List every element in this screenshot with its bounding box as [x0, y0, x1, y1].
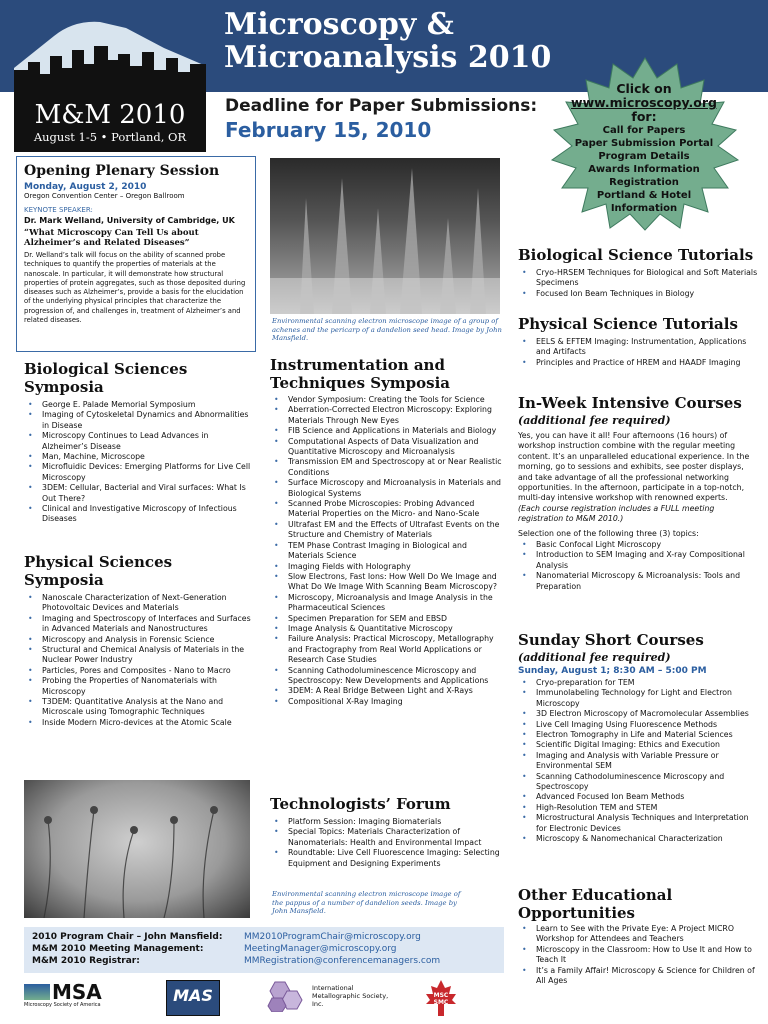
mas-logo-text: MAS: [173, 986, 213, 1005]
list-item: • Introduction to SEM Imaging and X-ray Compositional Analysis: [518, 550, 758, 571]
plenary-session-box: [16, 156, 256, 352]
page-title: [224, 8, 551, 74]
plenary-venue: Oregon Convention Center – Oregon Ballroom: [24, 192, 185, 200]
list-item: • 3D Electron Microscopy of Macromolecular Assemblies: [518, 709, 758, 719]
title-line-1: Microscopy &: [224, 7, 454, 42]
list-item: • Scanning Cathodoluminescence Microscopy and Spectroscopy: [518, 772, 758, 793]
mountain-skyline-icon: [14, 8, 206, 100]
sponsor-logos: [24, 978, 504, 1018]
list-item: • T3DEM: Quantitative Analysis at the Nano and Microscale using Tomographic Techniques: [24, 697, 256, 718]
list-item: • Nanoscale Characterization of Next-Generation Photovoltaic Devices and Materials: [24, 593, 256, 614]
bio-symposia-section: [24, 360, 256, 525]
list-item: • Ultrafast EM and the Effects of Ultrafast Events on the Structure and Chemistry of Materials: [270, 520, 502, 541]
list-item: • Failure Analysis: Practical Microscopy, Metallography and Fractography from Real World Applications or Research Case Studies: [270, 634, 502, 665]
logo-title: M&M 2010: [34, 100, 186, 130]
list-item: • Imaging and Analysis with Variable Pressure or Environmental SEM: [518, 751, 758, 772]
list-item: • 3DEM: Cellular, Bacterial and Viral surfaces: What Is Out There?: [24, 483, 256, 504]
bio-symposia-heading: Biological Sciences Symposia: [24, 360, 188, 396]
list-item: • Compositional X-Ray Imaging: [270, 697, 502, 707]
photo1-caption: Environmental scanning electron microscope image of a group of achenes and the pericarp of a dandelion seed head. Image by John Mansfield.: [272, 317, 502, 342]
phys-symposia-section: [24, 553, 256, 728]
phys-tutorials-section: [518, 315, 758, 368]
list-item: • Specimen Preparation for SEM and EBSD: [270, 614, 502, 624]
ims-hexagon-icon: [264, 980, 308, 1012]
bio-tutorials-heading: Biological Science Tutorials: [518, 246, 754, 264]
list-item: • Structural and Chemical Analysis of Materials in the Nuclear Power Industry: [24, 645, 256, 666]
list-item: • Learn to See with the Private Eye: A Project MICRO Workshop for Attendees and Teachers: [518, 924, 758, 945]
inweek-select: Selection one of the following three (3) topics:: [518, 528, 699, 538]
instrumentation-heading: Instrumentation and Techniques Symposia: [270, 356, 451, 392]
contact-box: [24, 927, 504, 973]
star-item: Paper Submission Portal: [574, 138, 714, 149]
contact-row: [32, 943, 496, 955]
contact-row: [32, 931, 496, 943]
list-item: • Cryo-HRSEM Techniques for Biological and Soft Materials Specimens: [518, 268, 758, 289]
bio-tutorials-section: [518, 246, 758, 299]
contact-label: M&M 2010 Meeting Management:: [32, 944, 204, 954]
list-item: • Imaging of Cytoskeletal Dynamics and Abnormalities in Disease: [24, 410, 256, 431]
contact-label: 2010 Program Chair – John Mansfield:: [32, 932, 223, 942]
other-section: [518, 886, 758, 986]
title-line-2: Microanalysis 2010: [224, 40, 552, 75]
plenary-date: Monday, August 2, 2010: [24, 182, 147, 192]
star-click-on: Click on: [616, 81, 672, 96]
list-item: • George E. Palade Memorial Symposium: [24, 400, 256, 410]
list-item: • Live Cell Imaging Using Fluorescence Methods: [518, 720, 758, 730]
msa-logo-text: MSA: [52, 980, 102, 1004]
inweek-description: Yes, you can have it all! Four afternoons (16 hours) of workshop instruction combine with the regular meeting content. It’s an unparalleled educational experience. In the morning, go to sessions and exhibits, see poster displays, and take advantage of all the professional networking opportunities. In the afternoon, participate in a top-notch, multi-day intensive workshop with renowned experts.: [518, 431, 750, 503]
list-item: • 3DEM: A Real Bridge Between Light and X-Rays: [270, 686, 502, 696]
star-for: for:: [631, 109, 657, 124]
list-item: • FIB Science and Applications in Materials and Biology: [270, 426, 502, 436]
msa-logo: [24, 982, 114, 1009]
list-item: • Computational Aspects of Data Visualization and Quantitative Microscopy and Microanalysis: [270, 437, 502, 458]
list-item: • TEM Phase Contrast Imaging in Biological and Materials Science: [270, 541, 502, 562]
phys-symposia-heading: Physical Sciences Symposia: [24, 553, 173, 589]
list-item: • Microscopy, Microanalysis and Image Analysis in the Pharmaceutical Sciences: [270, 593, 502, 614]
list-item: • Platform Session: Imaging Biomaterials: [270, 817, 502, 827]
sunday-fee: (additional fee required): [518, 651, 671, 664]
list-item: • Surface Microscopy and Microanalysis in Materials and Biological Systems: [270, 478, 502, 499]
list-item: • Roundtable: Live Cell Fluorescence Imaging: Selecting Equipment and Designing Experiments: [270, 848, 502, 869]
list-item: • Focused Ion Beam Techniques in Biology: [518, 289, 758, 299]
msa-full-name: Microscopy Society of America: [24, 1002, 101, 1008]
logo-subtitle: August 1-5 • Portland, OR: [33, 130, 187, 144]
list-item: • Scanned Probe Microscopies: Probing Advanced Material Properties on the Micro- and Nano-Scale: [270, 499, 502, 520]
keynote-speaker: Dr. Mark Welland, University of Cambridge, UK: [24, 216, 235, 225]
photo2-caption: Environmental scanning electron microscope image of the pappus of a number of dandelion seeds. Image by John Mansfield.: [272, 890, 461, 915]
sunday-section: [518, 631, 758, 845]
contact-email-link[interactable]: MMRegistration@conferencemanagers.com: [244, 956, 441, 966]
plenary-heading: Opening Plenary Session: [24, 163, 220, 179]
list-item: • High-Resolution TEM and STEM: [518, 803, 758, 813]
list-item: • Slow Electrons, Fast Ions: How Well Do We Image and What Do We Image With Scanning Beam Microscopy?: [270, 572, 502, 593]
star-url-link[interactable]: www.microscopy.org: [571, 95, 717, 110]
contact-label: M&M 2010 Registrar:: [32, 956, 140, 966]
list-item: • Scientific Digital Imaging: Ethics and Execution: [518, 740, 758, 750]
list-item: • Microscopy Continues to Lead Advances in Alzheimer’s Disease: [24, 431, 256, 452]
star-item: Registration: [609, 177, 679, 188]
star-item: Awards Information: [588, 164, 700, 175]
contact-email-link[interactable]: MeetingManager@microscopy.org: [244, 944, 397, 954]
list-item: • Imaging and Spectroscopy of Interfaces and Surfaces in Advanced Materials and Nanostructures: [24, 614, 256, 635]
star-item: Portland & Hotel: [596, 190, 692, 201]
sem-image-achenes: [270, 158, 500, 314]
msa-emblem-icon: [24, 984, 50, 1000]
list-item: • Electron Tomography in Life and Material Sciences: [518, 730, 758, 740]
list-item: • Scanning Cathodoluminescence Microscopy and Spectroscopy: New Developments and Applications: [270, 666, 502, 687]
starburst-text: [556, 82, 732, 215]
list-item: • Vendor Symposium: Creating the Tools for Science: [270, 395, 502, 405]
list-item: • Microscopy in the Classroom: How to Use It and How to Teach It: [518, 945, 758, 966]
msc-logo-text: MSC SMC: [433, 992, 449, 1006]
technologists-section: [270, 795, 502, 869]
list-item: • Probing the Properties of Nanomaterials with Microscopy: [24, 676, 256, 697]
list-item: • Special Topics: Materials Characterization of Nanomaterials: Health and Environmental Impact: [270, 827, 502, 848]
list-item: • Clinical and Investigative Microscopy of Infectious Diseases: [24, 504, 256, 525]
list-item: • Basic Confocal Light Microscopy: [518, 540, 758, 550]
mas-logo: [166, 980, 220, 1016]
plenary-body: Dr. Welland’s talk will focus on the ability of scanned probe techniques to quantify the properties of materials at the nanoscale. In particular, it will demonstrate how structural properties of protein aggregates, such as those deposited during diseases such as Alzheimer’s, provide a basis for the elucidation of the underlying physical principles that characterize the progression of, and challenges in, treatment of Alzheimer’s and related diseases.: [24, 251, 246, 325]
deadline-date: February 15, 2010: [225, 118, 432, 142]
list-item: • Man, Machine, Microscope: [24, 452, 256, 462]
msc-logo: [424, 978, 458, 1018]
list-item: • Aberration-Corrected Electron Microscopy: Exploring Materials Through New Eyes: [270, 405, 502, 426]
technologists-heading: Technologists’ Forum: [270, 795, 451, 813]
list-item: • Transmission EM and Spectroscopy at or Near Realistic Conditions: [270, 457, 502, 478]
list-item: • Microscopy & Nanomechanical Characterization: [518, 834, 758, 844]
mm2010-logo: [14, 8, 206, 146]
logo-text-box: [14, 96, 206, 152]
list-item: • Imaging Fields with Holography: [270, 562, 502, 572]
list-item: • Particles, Pores and Composites - Nano to Macro: [24, 666, 256, 676]
sunday-date: Sunday, August 1; 8:30 AM – 5:00 PM: [518, 666, 707, 676]
list-item: • Principles and Practice of HREM and HAADF Imaging: [518, 358, 758, 368]
sem-image-pappus: [24, 780, 250, 918]
list-item: • Immunolabeling Technology for Light and Electron Microscopy: [518, 688, 758, 709]
list-item: • Image Analysis & Quantitative Microscopy: [270, 624, 502, 634]
star-item: Information: [610, 203, 678, 214]
list-item: • Advanced Focused Ion Beam Methods: [518, 792, 758, 802]
list-item: • Nanomaterial Microscopy & Microanalysis: Tools and Preparation: [518, 571, 758, 592]
list-item: • Inside Modern Micro-devices at the Atomic Scale: [24, 718, 256, 728]
inweek-heading: In-Week Intensive Courses: [518, 394, 742, 412]
phys-tutorials-heading: Physical Science Tutorials: [518, 315, 738, 333]
contact-row: [32, 955, 496, 967]
other-heading: Other Educational Opportunities: [518, 886, 673, 922]
list-item: • It’s a Family Affair! Microscopy & Science for Children of All Ages: [518, 966, 758, 987]
ims-logo: [264, 980, 394, 1012]
star-item: Call for Papers: [602, 125, 686, 136]
instrumentation-section: [270, 356, 502, 707]
contact-email-link[interactable]: MM2010ProgramChair@microscopy.org: [244, 932, 421, 942]
ims-logo-text: International Metallographic Society, Inc.: [312, 984, 389, 1008]
list-item: • Cryo-preparation for TEM: [518, 678, 758, 688]
star-item: Program Details: [598, 151, 690, 162]
keynote-label: KEYNOTE SPEAKER:: [24, 206, 93, 214]
inweek-section: [518, 394, 758, 592]
inweek-fee: (additional fee required): [518, 414, 671, 427]
talk-title: “What Microscopy Can Tell Us about Alzheimer’s and Related Diseases”: [24, 228, 199, 248]
sunday-heading: Sunday Short Courses: [518, 631, 704, 649]
list-item: • Microstructural Analysis Techniques and Interpretation for Electronic Devices: [518, 813, 758, 834]
deadline-label: Deadline for Paper Submissions:: [225, 96, 538, 116]
list-item: • EELS & EFTEM Imaging: Instrumentation, Applications and Artifacts: [518, 337, 758, 358]
inweek-note: (Each course registration includes a FULL meeting registration to M&M 2010.): [518, 503, 715, 524]
list-item: • Microfluidic Devices: Emerging Platforms for Live Cell Microscopy: [24, 462, 256, 483]
list-item: • Microscopy and Analysis in Forensic Science: [24, 635, 256, 645]
